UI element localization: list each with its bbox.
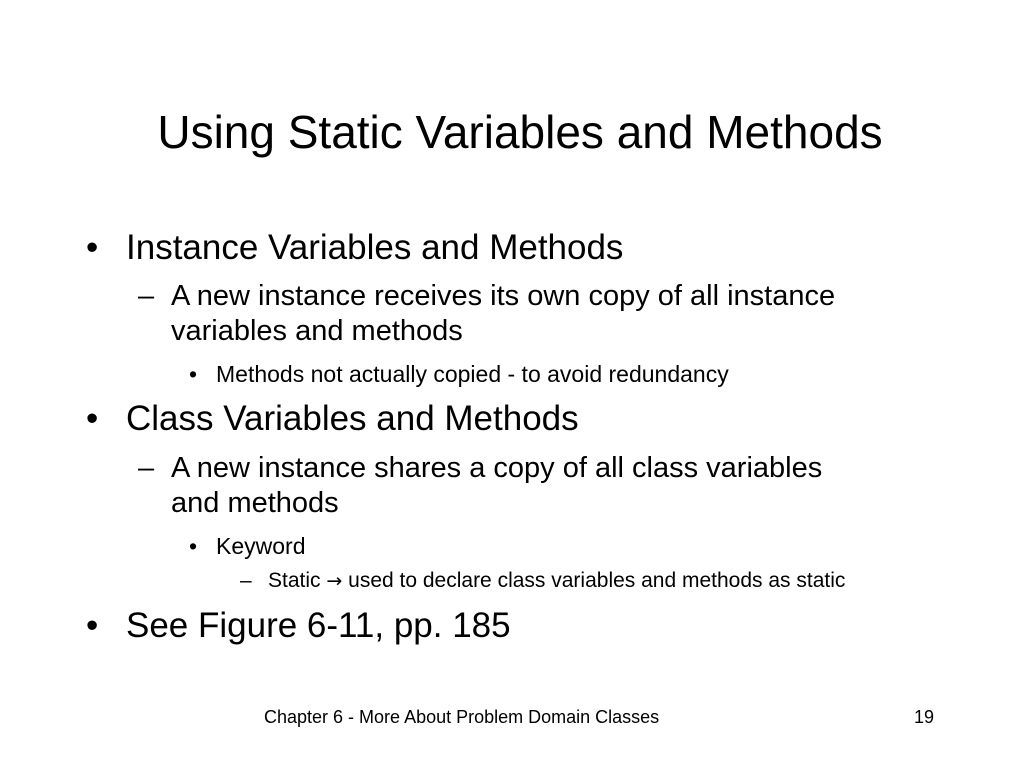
- bullet-marker: •: [86, 606, 99, 645]
- sub-bullet-shares-copy-line1: A new instance shares a copy of all class variables: [171, 452, 823, 484]
- level4-bullet-static: [268, 568, 845, 594]
- bullet-class-variables: Class Variables and Methods: [126, 399, 579, 438]
- bullet-instance-variables: Instance Variables and Methods: [126, 228, 624, 267]
- dash-marker: –: [138, 280, 155, 312]
- footer-chapter-title: Chapter 6 - More About Problem Domain Classes: [264, 707, 660, 727]
- static-keyword-text: Static: [268, 569, 321, 592]
- slide-title: Using Static Variables and Methods: [157, 106, 883, 158]
- bullet-marker: •: [189, 361, 198, 387]
- dash-marker: –: [240, 569, 252, 592]
- footer-page-number: 19: [914, 707, 935, 727]
- static-description-text: used to declare class variables and methods as static: [348, 569, 846, 592]
- right-arrow-icon: →: [326, 570, 343, 592]
- bullet-marker: •: [86, 399, 99, 438]
- sub-sub-bullet-keyword: Keyword: [216, 533, 306, 559]
- bullet-see-figure: See Figure 6-11, pp. 185: [126, 606, 511, 645]
- sub-bullet-own-copy-line1: A new instance receives its own copy of all instance: [171, 280, 836, 312]
- dash-marker: –: [138, 452, 155, 484]
- bullet-marker: •: [189, 533, 198, 559]
- bullet-marker: •: [86, 228, 99, 267]
- sub-sub-bullet-not-copied: Methods not actually copied - to avoid redundancy: [216, 361, 729, 387]
- sub-bullet-shares-copy-line2: and methods: [171, 487, 339, 519]
- sub-bullet-own-copy-line2: variables and methods: [171, 315, 463, 347]
